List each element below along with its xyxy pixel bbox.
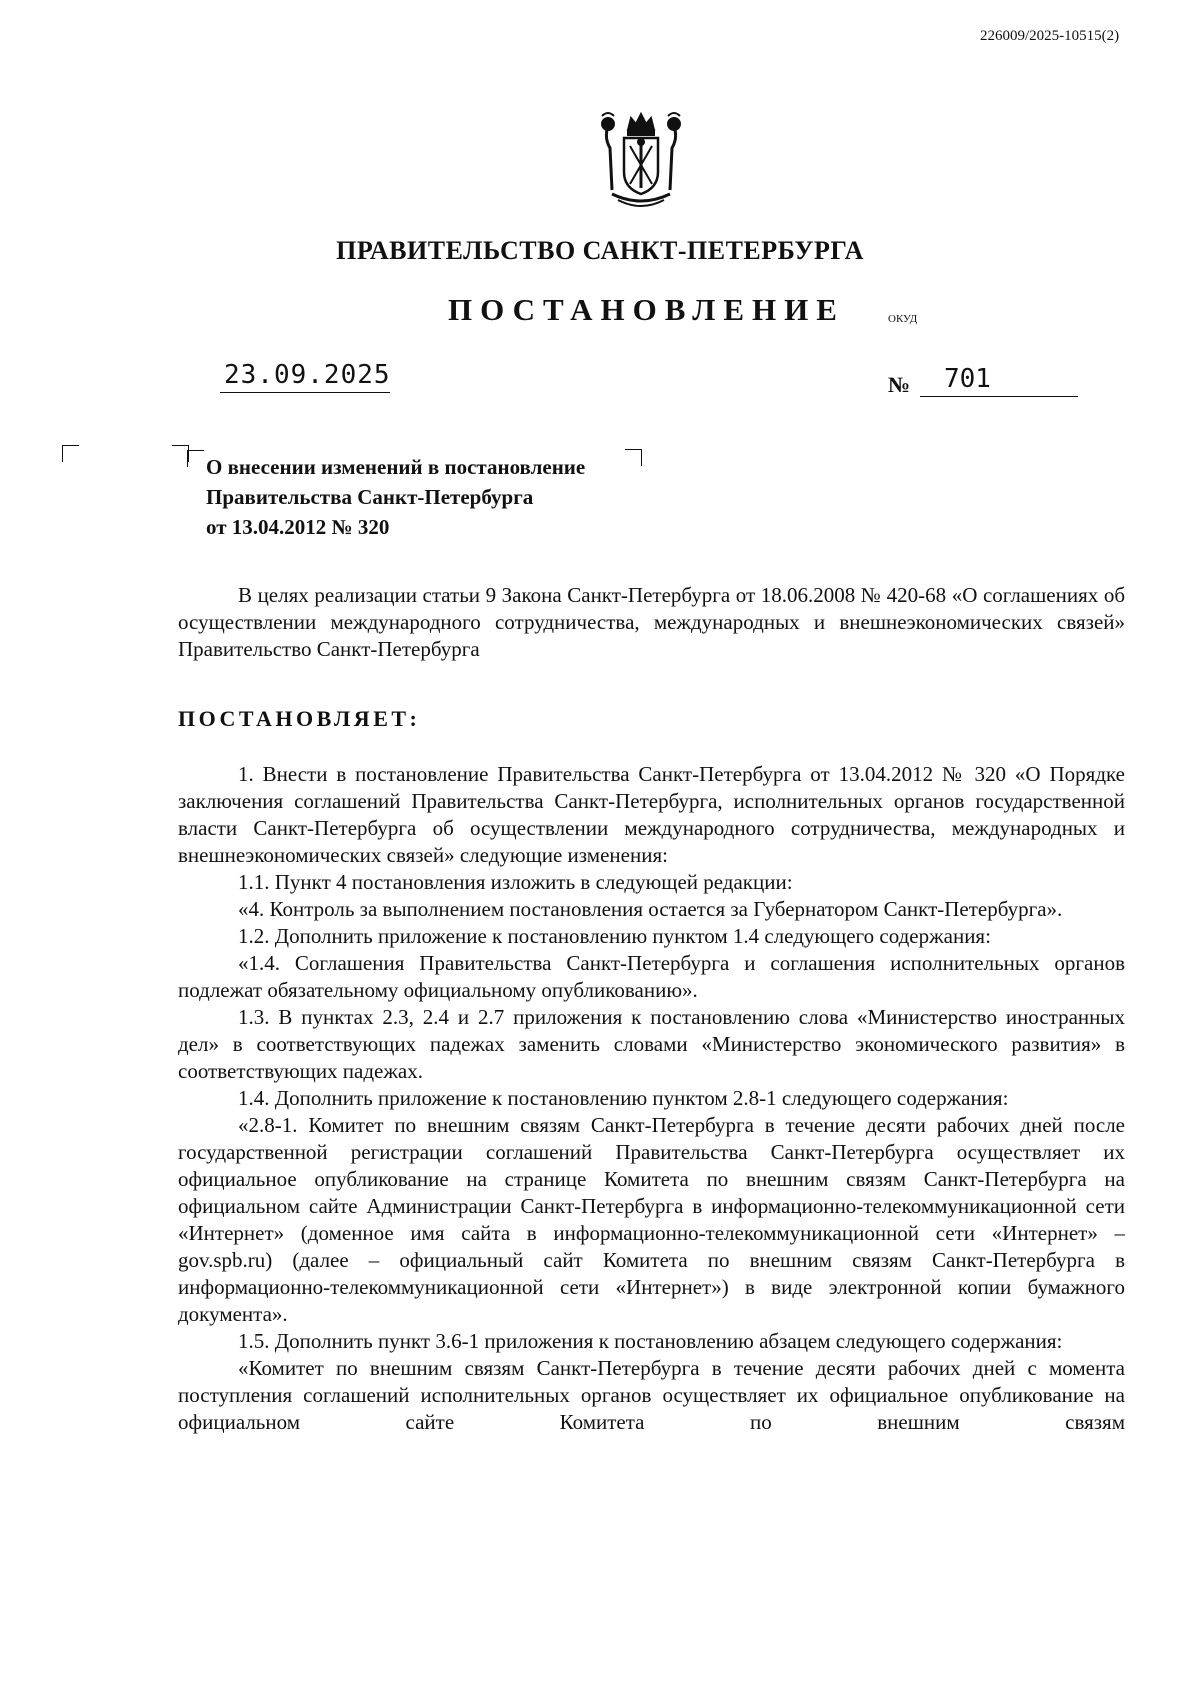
corner-mark [625,449,642,466]
preamble [178,582,1125,663]
number-label: № [888,372,911,397]
body-paragraph: «2.8-1. Комитет по внешним связям Санкт-Петербурга в течение десяти рабочих дней после государственной регистрации соглашений Правительства Санкт-Петербурга осуществляет их официальное опубликование на странице Комитета по внешним связям Санкт-Петербурга на официальном сайте Администрации Санкт-Петербурга в информационно-телекоммуникационной сети «Интернет» (доменное имя сайта в информационно-телекоммуникационной сети «Интернет» – gov.spb.ru) (далее – официальный сайт Комитета по внешним связям Санкт-Петербурга в информационно-телекоммуникационной сети «Интернет») в виде электронной копии бумажного документа». [178,1113,1125,1326]
okud-label: ОКУД [888,313,918,325]
body-paragraph: 1.5. Дополнить пункт 3.6-1 приложения к постановлению абзацем следующего содержания: [238,1329,1063,1353]
body-paragraph: 1.4. Дополнить приложение к постановлению пунктом 2.8-1 следующего содержания: [238,1086,1009,1110]
body-paragraph: 1. Внести в постановление Правительства Санкт-Петербурга от 13.04.2012 № 320 «О Порядке заключения соглашений Правительства Санкт-Петербурга, исполнительных органов государственной власти Санкт-Петербурга об осуществлении международного сотрудничества, международных и внешнеэкономических связей» следующие изменения: [178,762,1125,867]
document-number: 701 [944,364,991,394]
coat-of-arms-icon [598,108,684,212]
date-underline [220,392,390,393]
document-subject [206,452,585,542]
number-underline [920,396,1078,397]
body-paragraph: 1.2. Дополнить приложение к постановлению пунктом 1.4 следующего содержания: [238,924,991,948]
subject-line: от 13.04.2012 № 320 [206,515,390,539]
decree-word: ПОСТАНОВЛЯЕТ: [178,706,421,731]
subject-line: Правительства Санкт-Петербурга [206,485,534,509]
body-paragraph: 1.1. Пункт 4 постановления изложить в следующей редакции: [238,870,793,894]
corner-mark [62,445,79,462]
body-paragraph: 1.3. В пунктах 2.3, 2.4 и 2.7 приложения к постановлению слова «Министерство иностранных дел» в соответствующих падежах заменить словами «Министерство экономического развития» в соответствующих падежах. [178,1005,1125,1083]
preamble-text: В целях реализации статьи 9 Закона Санкт-Петербурга от 18.06.2008 № 420-68 «О соглашениях об осуществлении международного сотрудничества, международных и внешнеэкономических связей» Правительство Санкт-Петербурга [178,583,1125,661]
organization-name: ПРАВИТЕЛЬСТВО САНКТ-ПЕТЕРБУРГА [336,236,864,265]
document-registration-id: 226009/2025-10515(2) [980,28,1120,44]
document-type-title: ПОСТАНОВЛЕНИЕ [448,292,845,327]
document-body [178,761,1125,1436]
corner-mark [187,450,204,467]
document-date: 23.09.2025 [224,360,391,390]
body-paragraph: «4. Контроль за выполнением постановления остается за Губернатором Санкт-Петербурга». [238,897,1063,921]
body-paragraph: «1.4. Соглашения Правительства Санкт-Петербурга и соглашения исполнительных органов подлежат обязательному официальному опубликованию». [178,951,1125,1002]
body-paragraph: «Комитет по внешним связям Санкт-Петербурга в течение десяти рабочих дней с момента поступления соглашений исполнительных органов осуществляет их официальное опубликование на официальном сайте Комитета по внешним связям [178,1356,1125,1434]
subject-line: О внесении изменений в постановление [206,455,586,479]
